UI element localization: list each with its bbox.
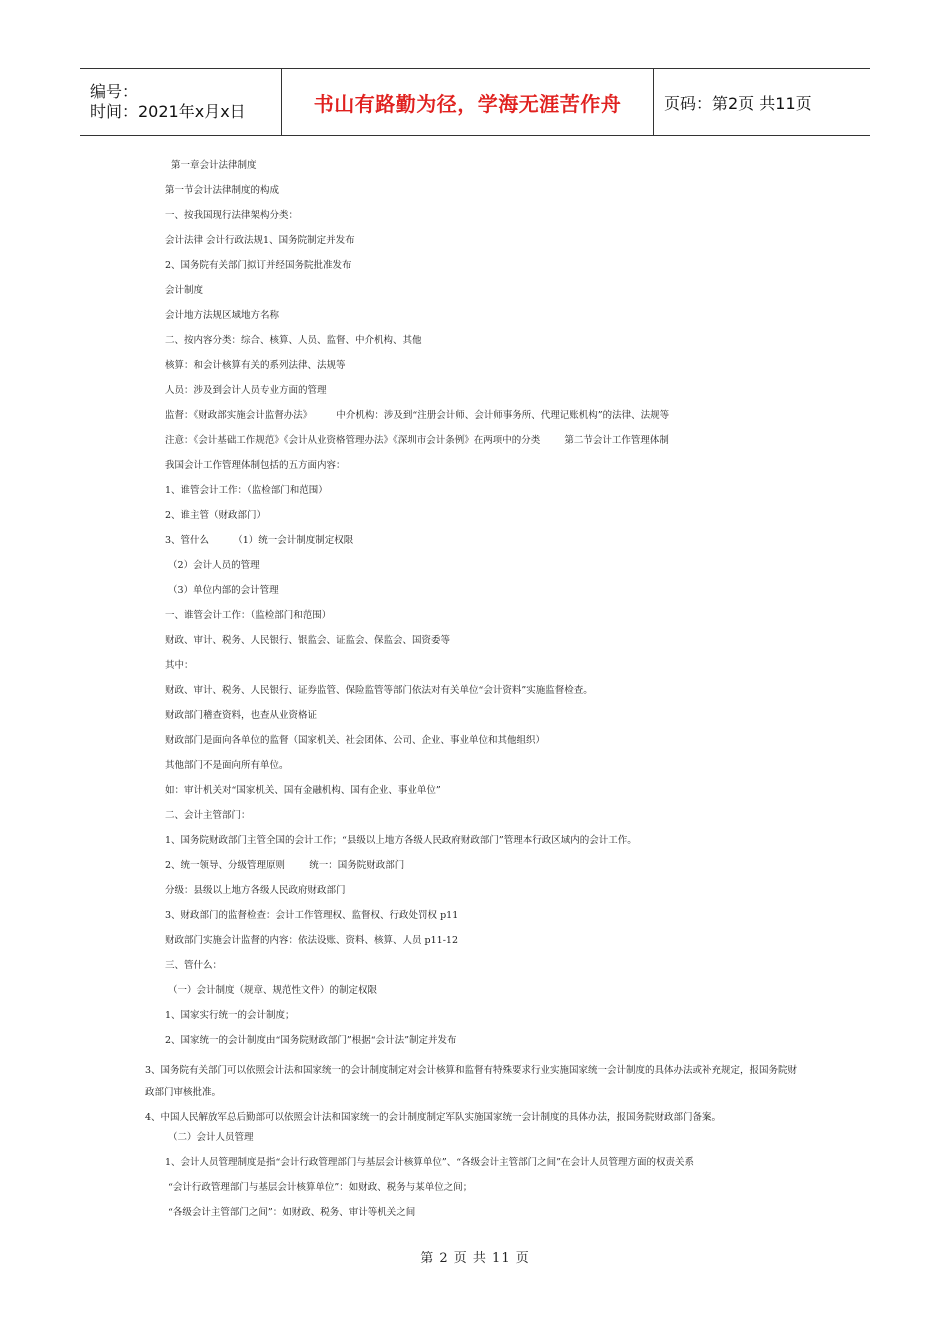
text-line: 其他部门不是面向所有单位。: [165, 760, 289, 771]
text-line: 我国会计工作管理体制包括的五方面内容：: [165, 460, 346, 471]
text-line: 核算：和会计核算有关的系列法律、法规等: [165, 360, 346, 371]
text-line: 二、会计主管部门：: [165, 810, 251, 821]
text-line: （2）会计人员的管理: [165, 560, 260, 571]
text-line: 一、按我国现行法律架构分类：: [165, 210, 299, 221]
text-line: 1、会计人员管理制度是指“会计行政管理部门与基层会计核算单位”、“各级会计主管部门之间”在会计人员管理方面的权责关系: [165, 1157, 694, 1168]
text-line: 监督：《财政部实施会计监督办法》 中介机构：涉及到“注册会计师、会计师事务所、代理记账机构”的法律、法规等: [165, 410, 670, 421]
text-line: 3、财政部门的监督检查：会计工作管理权、监督权、行政处罚权 p11: [165, 910, 459, 921]
text-line: 1、国家实行统一的会计制度；: [165, 1010, 295, 1021]
text-line: 第一节会计法律制度的构成: [165, 185, 280, 196]
text-line: 如：审计机关对“国家机关、国有金融机构、国有企业、事业单位”: [165, 785, 441, 796]
text-line: 财政部门稽查资料，也查从业资格证: [165, 710, 318, 721]
text-line: 二、按内容分类：综合、核算、人员、监督、中介机构、其他: [165, 335, 422, 346]
text-line: 人员：涉及到会计人员专业方面的管理: [165, 385, 327, 396]
document-time: 时间：2021年x月x日: [90, 102, 246, 121]
text-line: 注意：《会计基础工作规范》《会计从业资格管理办法》《深圳市会计条例》在两项中的分类 第二节会计工作管理体制: [165, 435, 669, 446]
text-line: 1、国务院财政部门主管全国的会计工作；“县级以上地方各级人民政府财政部门”管理本行政区域内的会计工作。: [165, 835, 637, 846]
document-body: [145, 160, 805, 1232]
text-line: 财政部门是面向各单位的监督（国家机关、社会团体、公司、企业、事业单位和其他组织）: [165, 735, 546, 746]
header-motto: [282, 69, 654, 135]
text-line: 财政、审计、税务、人民银行、银监会、证监会、保监会、国资委等: [165, 635, 451, 646]
text-line: 会计法律 会计行政法规1、国务院制定并发布: [165, 235, 355, 246]
text-line: 1、谁管会计工作：（监检部门和范围）: [165, 485, 328, 496]
text-line: 2、谁主管（财政部门）: [165, 510, 267, 521]
text-line: 其中：: [165, 660, 194, 671]
text-line: 会计地方法规区域地方名称: [165, 310, 280, 321]
text-line: 2、统一领导、分级管理原则 统一：国务院财政部门: [165, 860, 405, 871]
page-footer: 第 2 页 共 11 页: [420, 1251, 530, 1266]
text-line: （二）会计人员管理: [165, 1132, 254, 1143]
text-line: 三、管什么：: [165, 960, 223, 971]
text-line: 会计制度: [165, 285, 204, 296]
page-header: [80, 68, 870, 136]
text-line: 第一章会计法律制度: [165, 160, 257, 171]
text-line: “会计行政管理部门与基层会计核算单位”：如财政、税务与某单位之间；: [165, 1182, 473, 1193]
text-line: 财政、审计、税务、人民银行、证券监管、保险监管等部门依法对有关单位“会计资料”实施监督检查。: [165, 685, 593, 696]
text-line: 2、国务院有关部门拟订并经国务院批准发布: [165, 260, 352, 271]
text-line: “各级会计主管部门之间”：如财政、税务、审计等机关之间: [165, 1207, 416, 1218]
text-line: （3）单位内部的会计管理: [165, 585, 279, 596]
text-line: 2、国家统一的会计制度由“国务院财政部门”根据“会计法”制定并发布: [165, 1035, 457, 1046]
header-meta: [80, 69, 282, 135]
text-line: 一、谁管会计工作：（监检部门和范围）: [165, 610, 332, 621]
text-line: 财政部门实施会计监督的内容：依法设账、资料、核算、人员 p11-12: [165, 935, 458, 946]
document-number-label: 编号：: [90, 82, 139, 101]
text-line: （一）会计制度（规章、规范性文件）的制定权限: [165, 985, 378, 996]
motto-text: 书山有路勤为径，学海无涯苦作舟: [313, 91, 622, 116]
text-line: 3、管什么 （1）统一会计制度制定权限: [165, 535, 354, 546]
text-line: 分级：县级以上地方各级人民政府财政部门: [165, 885, 346, 896]
header-page-info: [654, 69, 870, 135]
text-paragraph: 4、中国人民解放军总后勤部可以依照会计法和国家统一的会计制度制定军队实施国家统一会计制度的具体办法，报国务院财政部门备案。: [145, 1112, 722, 1123]
page-info-text: 页码：第2页 共11页: [664, 93, 812, 113]
text-paragraph: 3、国务院有关部门可以依照会计法和国家统一的会计制度制定对会计核算和监督有特殊要求行业实施国家统一会计制度的具体办法或补充规定，报国务院财政部门审核批准。: [145, 1065, 798, 1098]
